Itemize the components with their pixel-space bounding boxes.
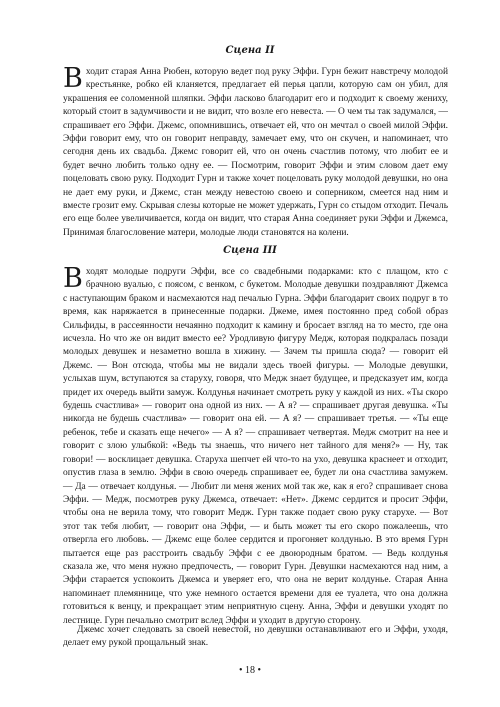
page-number: • 18 • xyxy=(238,665,261,676)
scene-3-dropcap: В xyxy=(63,263,83,294)
scene-2-text: ходит старая Анна Рюбен, которую ведет под руку Эффи. Гурн бежит навстречу молодой крестьянке, робко ей кланяется, предлагает ей перья цапли, которую сам он убил, для украшения ее соломенной шляпки. Эффи ласково благодарит его и подходит к своему жениху, который стоит в задумчивости и не видит, что возле его невеста. — О чем ты так задумался, — спрашивает его Эффи. Джемс, опомнившись, отвечает ей, что он мечтал о своей милой Эффи. Эффи говорит ему, что он говорит неправду, замечает ему, что он скучен, и напоминает, что сегодня день их свадьба. Джемс говорит ей, что он очень счастлив потому, что любит ее и будет вечно любить только одну ее. — Посмотрим, говорит Эффи и этим словом дает ему поцеловать свою руку. Подходит Гурн и также хочет поцеловать руку молодой девушки, но она не дает ему руки, и Джемс, стан между невестою своею и соперником, смеется над ним и вместе грозит ему. Скрывая слезы которые не может удержать, Гурн со стыдом отходит. Печаль его еще более увеличивается, когда он видит, что старая Анна соединяет руки Эффи и Джемса, Принимая благословение матери, молодые люди становятся на колени. xyxy=(63,67,449,238)
scene-3-text: ходят молодые подруги Эффи, все со свадебными подарками: кто с плащом, кто с брачною вуалью, с поясом, с венком, с букетом. Молодые девушки поздравляют Джемса с наступающим браком и насмехаются над печалью Гурна. Эффи благодарит своих подруг в то время, как наряжается в принесенные подарки. Джеме, имея постоянно пред собой образ Сильфиды, в рассеянности нечаянно подходит к камину и бросает взгляд на то место, где она исчезла. Но что же он видит вместо ее? Уродливую фигуру Медж, которая подкралась позади молодых девушек и незаметно вошла в хижину. — Зачем ты пришла сюда? — говорит ей Джемс. — Вон отсюда, чтобы мы не видали здесь твоей фигуры. — Молодые девушки, услыхав шум, вступаются за старуху, говоря, что Медж знает будущее, и предсказует им, когда придет их очередь выйти замуж. Колдунья начинает смотреть руку у каждой из них. «Ты скоро будешь счастлива» — говорит она одной из них. — А я? — спрашивает другая девушка. «Ты никогда не будешь счастлива» — говорит она ей. — А я? — спрашивает третья. — «Ты еще ребенок, тебе и сказать еще нечего» — А я? — спрашивает четвертая. Медж смотрит на нее и говорит с злою улыбкой: «Ведь ты знаешь, что ничего нет тайного для меня?» — Ну, так говори! — восклицает девушка. Старуха шепчет ей что-то на ухо, девушка краснеет и отходит, опустив глаза в землю. Эффи в свою очередь спрашивает ее, будет ли она счастлива замужем. — Да — отвечает колдунья. — Любит ли меня жених мой так же, как я его? спрашивает снова Эффи. — Медж, посмотрев руку Джемса, отвечает: «Нет». Джемс сердится и просит Эффи, чтобы она не верила тому, что говорит Медж. Гурн также подает свою руку старухе. — Вот этот так тебя любит, — говорит она Эффи, — и быть может ты его скоро пожалеешь, что отвергла его любовь. — Джемс еще более сердится и прогоняет колдунью. В это время Гурн пытается еще раз расстроить свадьбу Эффи с ее двоюродным братом. — Ведь колдунья сказала же, что меня нужно предпочесть, — говорит Гурн. Девушки насмехаются над ним, а Эффи старается успокоить Джемса и уверяет его, что она не верит колдунье. Старая Анна напоминает племяннице, что уже немного остается времени для ее туалета, что она должна готовиться к венцу, и прекращает этим неприятную сцену. Анна, Эффи и девушки уходят по лестнице. Гурн печально смотрит вслед Эффи и уходит в другую сторону. xyxy=(63,267,448,626)
scene-2-paragraph xyxy=(63,63,449,240)
scene-3-paragraph xyxy=(63,263,448,628)
scene-3-closing-paragraph: Джемс хочет следовать за своей невестой, но девушки останавливают его и Эффи, уходя, делает ему рукой прощальный знак. xyxy=(63,625,448,649)
scene-2-dropcap: В xyxy=(63,63,83,94)
scene-2-title: Сцена II xyxy=(225,45,275,56)
scene-3-title: Сцена III xyxy=(223,245,277,256)
